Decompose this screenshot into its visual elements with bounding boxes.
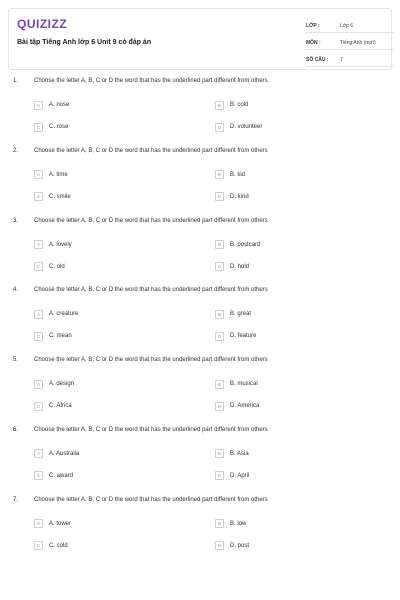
answer-option-c[interactable] xyxy=(34,471,73,481)
meta-value: 7 xyxy=(340,56,343,63)
option-letter-box: D xyxy=(215,262,224,271)
option-letter-box: C xyxy=(34,541,43,550)
answer-option-c[interactable] xyxy=(34,331,72,341)
option-letter-box: A xyxy=(34,380,43,389)
option-text: A. Australia xyxy=(49,450,80,457)
option-letter-box: A xyxy=(34,170,43,179)
answer-option-b[interactable] xyxy=(215,309,251,319)
question-text: Choose the letter A, B, C or D the word that has the underlined part different from others xyxy=(34,496,268,503)
answer-option-d[interactable] xyxy=(215,331,256,341)
answer-option-d[interactable] xyxy=(215,192,249,202)
option-text: C. old xyxy=(49,263,65,270)
option-letter-box: B xyxy=(215,449,224,458)
meta-label: SỐ CÂU : xyxy=(306,56,329,63)
meta-row-class xyxy=(306,19,394,33)
answer-option-c[interactable] xyxy=(34,192,71,202)
option-letter-box: B xyxy=(215,101,224,110)
option-text: D. volunteer xyxy=(230,124,263,130)
question-text: Choose the letter A, B, C or D the word that has the underlined part different from others xyxy=(34,217,268,224)
option-text: C. Africa xyxy=(49,403,72,410)
option-text: A. lovely xyxy=(49,241,72,248)
option-text: D. April xyxy=(230,472,250,479)
answer-option-a[interactable] xyxy=(34,519,71,529)
answer-option-b[interactable] xyxy=(215,100,248,110)
option-text: D. America xyxy=(230,403,260,410)
question-list xyxy=(0,78,400,567)
answer-option-d[interactable] xyxy=(215,471,249,481)
meta-row-subject xyxy=(306,36,394,50)
question-number: 7. xyxy=(13,496,19,503)
question-number: 2. xyxy=(13,147,19,154)
option-letter-box: D xyxy=(215,332,224,341)
answer-option-a[interactable] xyxy=(34,379,74,389)
meta-label: LỚP : xyxy=(306,22,320,29)
answer-option-d[interactable] xyxy=(215,541,249,551)
option-text: D. kind xyxy=(230,193,249,200)
answer-option-b[interactable] xyxy=(215,240,260,250)
worksheet-header xyxy=(8,8,392,70)
answer-option-c[interactable] xyxy=(34,401,72,411)
worksheet-title: Bài tập Tiếng Anh lớp 6 Unit 9 có đáp án xyxy=(17,39,152,46)
answer-option-c[interactable] xyxy=(34,541,68,551)
option-letter-box: D xyxy=(215,402,224,411)
option-letter-box: C xyxy=(34,471,43,480)
option-text: B. cold xyxy=(230,102,249,108)
option-text: D. post xyxy=(230,542,250,549)
question-item xyxy=(0,78,400,148)
meta-value: Lớp 6 xyxy=(340,22,354,29)
option-letter-box: A xyxy=(34,449,43,458)
option-text: C. cold xyxy=(49,542,68,549)
option-text: B. Asia xyxy=(230,450,249,457)
answer-option-a[interactable] xyxy=(34,309,78,319)
question-number: 6. xyxy=(13,426,19,433)
option-letter-box: C xyxy=(34,192,43,201)
option-letter-box: B xyxy=(215,170,224,179)
option-letter-box: A xyxy=(34,101,43,110)
quizizz-logo: QUIZIZZ xyxy=(17,17,68,31)
question-item xyxy=(0,218,400,288)
question-item xyxy=(0,287,400,357)
option-letter-box: A xyxy=(34,519,43,528)
option-text: B. postcard xyxy=(230,241,261,248)
answer-option-c[interactable] xyxy=(34,122,68,132)
option-letter-box: A xyxy=(34,310,43,319)
option-letter-box: B xyxy=(215,240,224,249)
question-text: Choose the letter A, B, C or D the word that has the underlined part different from others xyxy=(34,147,268,154)
option-text: C. rose xyxy=(49,124,69,130)
answer-option-c[interactable] xyxy=(34,262,65,272)
option-letter-box: C xyxy=(34,402,43,411)
option-letter-box: D xyxy=(215,123,224,132)
answer-option-d[interactable] xyxy=(215,122,262,132)
answer-option-a[interactable] xyxy=(34,449,79,459)
option-letter-box: B xyxy=(215,519,224,528)
option-text: B. musical xyxy=(230,381,258,388)
question-number: 4. xyxy=(13,287,19,294)
answer-option-b[interactable] xyxy=(215,379,258,389)
answer-option-a[interactable] xyxy=(34,170,68,180)
option-text: A. design xyxy=(49,381,75,388)
answer-option-a[interactable] xyxy=(34,100,69,110)
option-text: A. tower xyxy=(49,520,72,527)
answer-option-b[interactable] xyxy=(215,519,246,529)
option-letter-box: B xyxy=(215,380,224,389)
option-text: C. award xyxy=(49,472,74,479)
question-text: Choose the letter A, B, C or D the word that has the underlined part different from others xyxy=(34,287,268,294)
option-letter-box: C xyxy=(34,123,43,132)
option-text: D. hold xyxy=(230,263,250,270)
question-text: Choose the letter A, B, C or D the word that has the underlined part different from others xyxy=(34,357,268,364)
question-number: 1. xyxy=(13,78,19,84)
option-text: A. time xyxy=(49,171,68,178)
question-number: 5. xyxy=(13,357,19,364)
question-text: Choose the letter A, B, C or D the word that has the underlined part different from others. xyxy=(34,78,270,84)
meta-value: Tiếng Anh (mới) xyxy=(340,39,376,46)
answer-option-d[interactable] xyxy=(215,401,259,411)
meta-label: MÔN : xyxy=(306,39,321,46)
option-text: A. creature xyxy=(49,311,79,318)
option-letter-box: C xyxy=(34,332,43,341)
option-text: D. feature xyxy=(230,333,257,340)
answer-option-b[interactable] xyxy=(215,449,249,459)
answer-option-d[interactable] xyxy=(215,262,249,272)
question-item xyxy=(0,148,400,218)
answer-option-a[interactable] xyxy=(34,240,72,250)
worksheet-meta xyxy=(306,19,394,70)
option-letter-box: B xyxy=(215,310,224,319)
question-item xyxy=(0,427,400,497)
option-text: B. great xyxy=(230,311,252,318)
option-text: B. low xyxy=(230,520,247,527)
option-text: A. nose xyxy=(49,102,70,108)
question-text: Choose the letter A, B, C or D the word that has the underlined part different from others xyxy=(34,426,268,433)
option-text: C. mean xyxy=(49,333,72,340)
meta-row-question-count xyxy=(306,53,394,67)
option-letter-box: A xyxy=(34,240,43,249)
option-letter-box: C xyxy=(34,262,43,271)
question-item xyxy=(0,497,400,567)
option-letter-box: D xyxy=(215,471,224,480)
answer-option-b[interactable] xyxy=(215,170,245,180)
question-item xyxy=(0,357,400,427)
option-letter-box: D xyxy=(215,541,224,550)
option-text: C. smile xyxy=(49,193,71,200)
option-letter-box: D xyxy=(215,192,224,201)
option-text: B. kid xyxy=(230,171,246,178)
question-number: 3. xyxy=(13,217,19,224)
